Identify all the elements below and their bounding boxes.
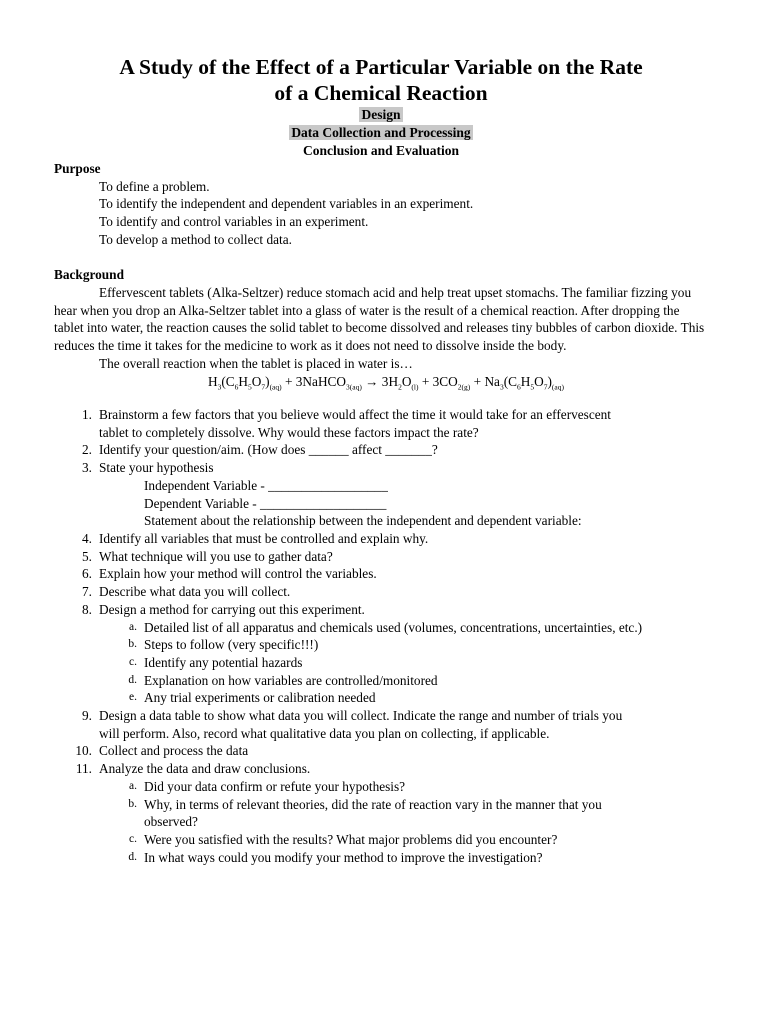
title-line-2: of a Chemical Reaction [274,81,488,105]
steps-list [54,406,708,866]
subhead-design: Design [361,107,401,122]
purpose-item: To identify the independent and dependent variables in an experiment. [99,196,474,212]
background-paragraph: Effervescent tablets (Alka-Seltzer) reduce stomach acid and help treat upset stomachs. The familiar fizzing you hear when you drop an Alka-Seltzer tablet into a glass of water is the result of a chemical reaction. After dropping the tablet into water, the reaction causes the solid tablet to become dissolved and releases tiny bubbles of carbon dioxide. This reduces the time it takes for the medicine to work as it does not need to dissolve inside the body. [54,284,705,354]
step-11-sublist [99,778,708,867]
purpose-item: To identify and control variables in an experiment. [99,214,369,230]
chemical-equation: $H_3(C_6H_5O_7)_{(aq)}$ + 3NaHCO$_{3(aq)}$ → $3H_2O_{(l)} + 3CO_{2(g)} + Na_3(C_6H_5O_7)_{(aq)}$ [208,374,564,393]
list-item: 10. Collect and process the data [75,743,249,759]
subhead-data-collection: Data Collection and Processing [291,125,471,140]
subhead-conclusion: Conclusion and Evaluation [302,143,460,158]
document-title [54,54,708,106]
list-item: 3. State your hypothesis Independent Variable - __________________ Dependent Variable - ___________________ Statement about the relationship between the independent and dependent variable: [54,459,708,530]
list-item: 2. Identify your question/aim. (How does ______ affect _______? [82,442,438,458]
dependent-variable-blank: Dependent Variable - ___________________ [144,495,387,511]
background-heading: Background [54,267,124,283]
list-item: 9. Design a data table to show what data you will collect. Indicate the range and number of trials you will perform. Also, record what qualitative data you plan on collecting, if applicable. [82,708,623,741]
list-item: 4. Identify all variables that must be controlled and explain why. [82,531,429,546]
list-item: c. Were you satisfied with the results? What major problems did you encounter? [129,831,558,847]
purpose-heading: Purpose [54,161,101,176]
purpose-item: To develop a method to collect data. [99,231,292,247]
independent-variable-blank: Independent Variable - __________________ [144,477,388,493]
list-item: d. In what ways could you modify your method to improve the investigation? [128,849,543,865]
list-item: d. Explanation on how variables are controlled/monitored [128,672,438,688]
step-8-sublist [99,619,708,708]
reaction-intro: The overall reaction when the tablet is placed in water is… [99,355,413,371]
title-line-1: A Study of the Effect of a Particular Variable on the Rate [119,55,643,79]
reaction-arrow-icon: → [361,374,382,390]
list-item: 8. Design a method for carrying out this experiment. a. Detailed list of all apparatus and chemicals used (volumes, concentrations, uncertainties, etc.) b. Steps to follow (very specific!!!) c. Identify any potential hazards d. Explanation on how variables are controlled/monitored e. Any trial experiments or calibration needed [54,601,708,707]
list-item: 11. Analyze the data and draw conclusions. a. Did your data confirm or refute your hypothesis? b. Why, in terms of relevant theories, did the rate of reaction vary in the manner that you observed? c. Were you satisfied with the results? What major problems did you encounter? d. In what ways could you modify your method to improve the investigation? [54,760,708,866]
list-item: a. Did your data confirm or refute your hypothesis? [129,778,406,794]
list-item: 1. Brainstorm a few factors that you believe would affect the time it would take for an effervescent tablet to completely dissolve. Why would these factors impact the rate? [82,407,611,440]
purpose-list [54,178,708,249]
list-item: 5. What technique will you use to gather data? [82,548,333,564]
list-item: c. Identify any potential hazards [129,654,303,670]
list-item: a. Detailed list of all apparatus and chemicals used (volumes, concentrations, uncertainties, etc.) [129,619,643,635]
purpose-item: To define a problem. [99,178,210,194]
list-item: b. Why, in terms of relevant theories, did the rate of reaction vary in the manner that you observed? [128,796,602,830]
list-item: 7. Describe what data you will collect. [82,584,291,600]
list-item: b. Steps to follow (very specific!!!) [128,637,319,653]
list-item: 6. Explain how your method will control the variables. [82,566,377,582]
relationship-statement: Statement about the relationship between the independent and dependent variable: [144,513,582,529]
list-item: e. Any trial experiments or calibration needed [129,690,376,706]
